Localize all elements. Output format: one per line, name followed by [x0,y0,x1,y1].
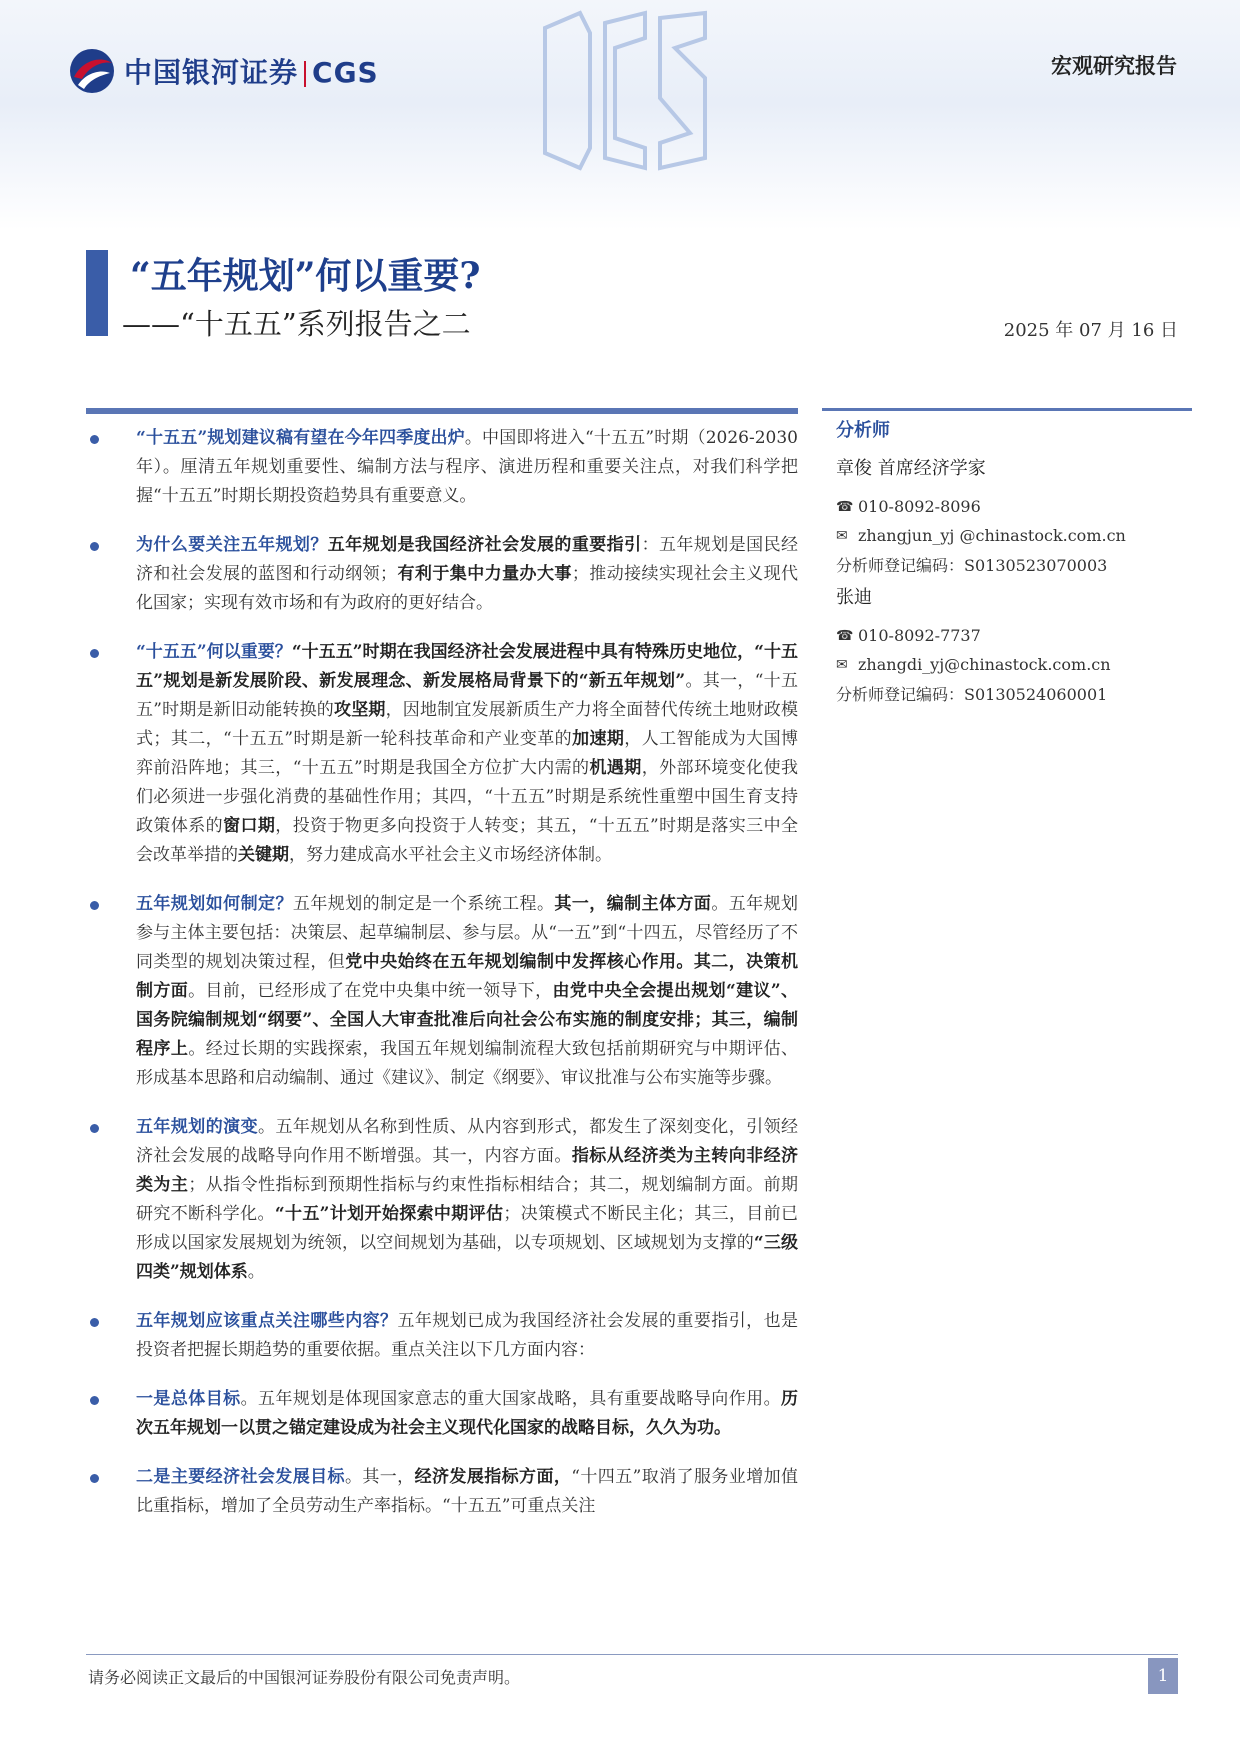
bullet-text: 。五年规划是体现国家意志的重大国家战略，具有重要战略导向作用。 [240,1389,782,1409]
bullet-emphasis: 机遇期 [589,758,642,778]
bullet-lead: 五年规划如何制定？ [136,894,293,914]
report-subtitle: ——“十五五”系列报告之二 [122,307,471,341]
bullet-dot-icon [90,542,99,551]
bullet-dot-icon [90,901,99,910]
report-type: 宏观研究报告 [1051,53,1177,78]
bullet-text: 。五年规划从名称到性质、从内容到形式，都发生了深刻变化，引领经济社会发展的战略导向作用不断增强。其一，内容方面。 [136,1117,799,1166]
bullet-text: 五年规划已成为我国经济社会发展的重要指引，也是投资者把握长期趋势的重要依据。重点关注以下几方面内容： [136,1311,799,1360]
bullet-dot-icon [90,1124,99,1133]
bullet-text: ，投资于物更多向投资于人转变；其五，“十五五”时期是落实三中全会改革举措的 [136,816,799,865]
bullet-text: ；决策模式不断民主化；其三，目前已形成以国家发展规划为统领，以空间规划为基础，以专项规划、区域规划为支撑的 [136,1204,799,1253]
page-number: 1 [1148,1658,1178,1694]
phone-icon: ☎ [836,627,854,644]
bullet-text: 。其一，“十五五”时期是新旧动能转换的 [136,671,798,720]
bullet-emphasis: 有利于集中力量办大事 [397,564,572,584]
bullet-paragraph [86,1307,798,1365]
bullet-dot-icon [90,435,99,444]
bullet-text: 。五年规划参与主体主要包括：决策层、起草编制层、参与层。从“一五”到“十四五，尽管经历了不同类型的规划决策过程，但 [136,894,799,972]
bullet-text: 五年规划的制定是一个系统工程。 [292,894,555,914]
analyst-card [836,454,1186,579]
bullet-dot-icon [90,649,99,658]
bullet-emphasis: “十五”计划开始探索中期评估 [274,1204,504,1224]
bullet-emphasis: 关键期 [238,845,289,865]
bullet-emphasis: “十五五”时期在我国经济社会发展进程中具有特殊历史地位，“十五五”规划是新发展阶段、新发展理念、新发展格局背景下的“新五年规划” [136,642,798,691]
bullet-emphasis: “三级四类”规划体系 [136,1233,798,1282]
analyst-card [836,583,1186,708]
bullet-text: 。经过长期的实践探索，我国五年规划编制流程大致包括前期研究与中期评估、形成基本思路和启动编制、通过《建议》、制定《纲要》、审议批准与公布实施等步骤。 [136,1039,799,1088]
bullet-emphasis: 历次五年规划一以贯之锚定建设成为社会主义现代化国家的战略目标，久久为功。 [136,1389,799,1438]
bullet-emphasis: 指标从经济类为主转向非经济类为主 [136,1146,799,1195]
bullet-paragraph [86,890,798,1093]
analyst-email[interactable]: zhangdi_yj@chinastock.com.cn [858,655,1111,674]
bullet-text: “十四五”取消了服务业增加值比重指标，增加了全员劳动生产率指标。“十五五”可重点关注 [136,1467,799,1516]
bullet-dot-icon [90,1474,99,1483]
email-icon: ✉ [836,527,848,544]
bullet-text: 。目前，已经形成了在党中央集中统一领导下， [188,981,553,1001]
footer-rule [86,1654,1178,1655]
brand-name-en: CGS [312,56,379,89]
bullet-text: ；从指令性指标到预期性指标与约束性指标相结合；其二，规划编制方面。前期研究不断科学化。 [136,1175,799,1224]
bullet-text: 。其一， [344,1467,415,1487]
analyst-registration: 分析师登记编码：S0130523070003 [836,556,1108,575]
bullet-text: ，人工智能成为大国博弈前沿阵地；其三，“十五五”时期是我国全方位扩大内需的 [136,729,798,778]
bullet-text: ，努力建成高水平社会主义市场经济体制。 [289,845,612,865]
bullet-lead: 五年规划的演变 [136,1117,259,1137]
summary-bullets [86,424,798,1541]
bullet-text: 。中国即将进入“十五五”时期（2026-2030 年）。厘清五年规划重要性、编制方法与程序、演进历程和重要关注点，对我们科学把握“十五五”时期长期投资趋势具有重要意义。 [136,428,798,506]
bullet-paragraph [86,638,798,870]
report-date: 2025 年 07 月 16 日 [1003,320,1178,341]
title-accent-bar [86,250,108,336]
bullet-lead: “十五五”何以重要？ [136,642,292,662]
bullet-dot-icon [90,1396,99,1405]
bullet-paragraph [86,1463,798,1521]
bullet-emphasis: 党中央始终在五年规划编制中发挥核心作用。其二，决策机制方面 [136,952,799,1001]
bullet-emphasis: 加速期 [572,729,625,749]
galaxy-logo-icon [68,47,116,95]
bullet-emphasis: 由党中央全会提出规划“建议”、国务院编制规划“纲要”、全国人大审查批准后向社会公布实施的制度安排；其三，编制程序上 [136,981,799,1059]
bullet-text: ，外部环境变化使我们必须进一步强化消费的基础性作用；其四，“十五五”时期是系统性重塑中国生育支持政策体系的 [136,758,799,836]
analyst-email[interactable]: zhangjun_yj @chinastock.com.cn [858,526,1126,545]
analyst-registration: 分析师登记编码：S0130524060001 [836,685,1108,704]
brand-name: 中国银河证券 [124,56,299,89]
brand-logo [68,47,379,95]
footer-disclaimer: 请务必阅读正文最后的中国银河证券股份有限公司免责声明。 [88,1668,521,1687]
analyst-heading: 分析师 [836,420,890,441]
bullet-text: ，因地制宜发展新质生产力将全面替代传统土地财政模式；其二，“十五五”时期是新一轮科技革命和产业变革的 [136,700,798,749]
sidebar-rule [822,408,1192,411]
phone-icon: ☎ [836,498,854,515]
bullet-lead: “十五五”规划建议稿有望在今年四季度出炉 [136,428,465,448]
bullet-text: ：五年规划是国民经济和社会发展的蓝图和行动纲领； [136,535,799,584]
analyst-name: 章俊 首席经济学家 [836,458,986,479]
bullet-dot-icon [90,1318,99,1327]
report-title: “五年规划”何以重要? [130,255,481,297]
bullet-emphasis: 其一，编制主体方面 [554,894,712,914]
bullet-paragraph [86,531,798,618]
bullet-text: 。 [247,1262,265,1282]
bullet-emphasis: 经济发展指标方面， [414,1467,572,1487]
main-column-rule [86,408,798,414]
analyst-sidebar [836,416,1186,708]
brand-separator [304,61,306,87]
bullet-lead: 五年规划应该重点关注哪些内容？ [136,1311,398,1331]
bullet-text: ；推动接续实现社会主义现代化国家；实现有效市场和有为政府的更好结合。 [136,564,799,613]
analyst-phone: 010-8092-7737 [858,626,981,645]
bullet-paragraph [86,424,798,511]
analyst-phone: 010-8092-8096 [858,497,981,516]
email-icon: ✉ [836,656,848,673]
bullet-paragraph [86,1113,798,1287]
bullet-lead: 为什么要关注五年规划？ [136,535,328,555]
bullet-lead: 二是主要经济社会发展目标 [136,1467,345,1487]
bullet-emphasis: 攻坚期 [334,700,386,720]
analyst-name: 张迪 [836,587,872,608]
bullet-paragraph [86,1385,798,1443]
bullet-lead: 一是总体目标 [136,1389,241,1409]
bullet-emphasis: 窗口期 [223,816,276,836]
cgs-watermark-graphic [535,8,715,173]
bullet-emphasis: 五年规划是我国经济社会发展的重要指引 [327,535,642,555]
